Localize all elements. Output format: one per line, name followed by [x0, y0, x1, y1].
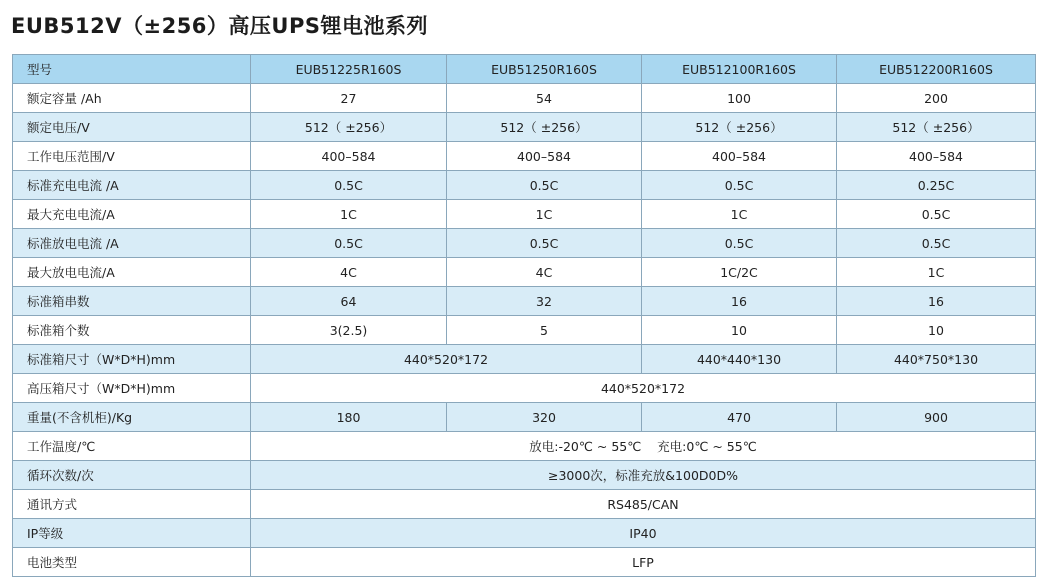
table-cell: 1C	[447, 200, 642, 229]
table-cell: 5	[447, 316, 642, 345]
table-cell: 400–584	[447, 142, 642, 171]
table-cell: 0.5C	[447, 229, 642, 258]
table-cell: 0.5C	[837, 229, 1036, 258]
table-cell-merged: IP40	[251, 519, 1036, 548]
header-model: EUB51225R160S	[251, 55, 447, 84]
header-model: EUB512200R160S	[837, 55, 1036, 84]
row-label: 额定容量 /Ah	[13, 84, 251, 113]
table-cell: 32	[447, 287, 642, 316]
table-cell: 200	[837, 84, 1036, 113]
table-row	[13, 374, 1036, 403]
table-cell: 64	[251, 287, 447, 316]
row-label: 最大放电电流/A	[13, 258, 251, 287]
row-label: 最大充电电流/A	[13, 200, 251, 229]
table-row	[13, 171, 1036, 200]
table-cell: 180	[251, 403, 447, 432]
table-cell: 512（ ±256）	[837, 113, 1036, 142]
table-cell-merged: 放电:-20℃ ~ 55℃ 充电:0℃ ~ 55℃	[251, 432, 1036, 461]
row-label: 标准箱串数	[13, 287, 251, 316]
table-cell: 16	[837, 287, 1036, 316]
table-cell: 400–584	[251, 142, 447, 171]
table-cell: 0.5C	[642, 171, 837, 200]
table-cell: 3(2.5)	[251, 316, 447, 345]
table-cell: 0.5C	[642, 229, 837, 258]
header-label: 型号	[13, 55, 251, 84]
table-cell: 4C	[251, 258, 447, 287]
table-row	[13, 461, 1036, 490]
table-row	[13, 142, 1036, 171]
spec-table	[12, 54, 1036, 577]
table-cell: 512（ ±256）	[447, 113, 642, 142]
table-cell: 320	[447, 403, 642, 432]
table-cell: 0.5C	[837, 200, 1036, 229]
table-cell: 0.25C	[837, 171, 1036, 200]
row-label: 重量(不含机柜)/Kg	[13, 403, 251, 432]
table-row	[13, 229, 1036, 258]
table-header-row	[13, 55, 1036, 84]
table-row	[13, 519, 1036, 548]
table-cell: 27	[251, 84, 447, 113]
table-cell: 400–584	[837, 142, 1036, 171]
table-cell: 0.5C	[447, 171, 642, 200]
row-label: 标准箱尺寸（W*D*H)mm	[13, 345, 251, 374]
row-label: 标准箱个数	[13, 316, 251, 345]
row-label: 通讯方式	[13, 490, 251, 519]
table-cell: 54	[447, 84, 642, 113]
table-row	[13, 258, 1036, 287]
table-cell: 400–584	[642, 142, 837, 171]
table-row	[13, 316, 1036, 345]
table-cell: 10	[642, 316, 837, 345]
table-cell: 0.5C	[251, 229, 447, 258]
table-cell: 1C	[251, 200, 447, 229]
table-cell: 10	[837, 316, 1036, 345]
row-label: 标准放电电流 /A	[13, 229, 251, 258]
table-cell-merged: 440*520*172	[251, 345, 642, 374]
table-row	[13, 287, 1036, 316]
table-cell: 512（ ±256）	[642, 113, 837, 142]
row-label: IP等级	[13, 519, 251, 548]
row-label: 高压箱尺寸（W*D*H)mm	[13, 374, 251, 403]
table-cell: 470	[642, 403, 837, 432]
table-cell-merged: 440*520*172	[251, 374, 1036, 403]
table-cell: 1C/2C	[642, 258, 837, 287]
page-title: EUB512V（±256）高压UPS锂电池系列	[11, 14, 428, 38]
table-cell-merged: LFP	[251, 548, 1036, 577]
table-row	[13, 345, 1036, 374]
table-row	[13, 432, 1036, 461]
table-row	[13, 84, 1036, 113]
table-row	[13, 113, 1036, 142]
table-cell: 0.5C	[251, 171, 447, 200]
table-row	[13, 403, 1036, 432]
table-cell: 440*440*130	[642, 345, 837, 374]
table-cell: 16	[642, 287, 837, 316]
table-cell: 512（ ±256）	[251, 113, 447, 142]
header-model: EUB51250R160S	[447, 55, 642, 84]
row-label: 工作温度/℃	[13, 432, 251, 461]
table-cell: 4C	[447, 258, 642, 287]
table-row	[13, 200, 1036, 229]
table-cell: 100	[642, 84, 837, 113]
row-label: 标准充电电流 /A	[13, 171, 251, 200]
table-cell-merged: ≥3000次，标准充放&100D0D%	[251, 461, 1036, 490]
row-label: 额定电压/V	[13, 113, 251, 142]
table-cell: 1C	[642, 200, 837, 229]
row-label: 循环次数/次	[13, 461, 251, 490]
table-row	[13, 490, 1036, 519]
table-cell: 1C	[837, 258, 1036, 287]
header-model: EUB512100R160S	[642, 55, 837, 84]
table-cell-merged: RS485/CAN	[251, 490, 1036, 519]
row-label: 电池类型	[13, 548, 251, 577]
table-row	[13, 548, 1036, 577]
row-label: 工作电压范围/V	[13, 142, 251, 171]
table-cell: 440*750*130	[837, 345, 1036, 374]
table-cell: 900	[837, 403, 1036, 432]
